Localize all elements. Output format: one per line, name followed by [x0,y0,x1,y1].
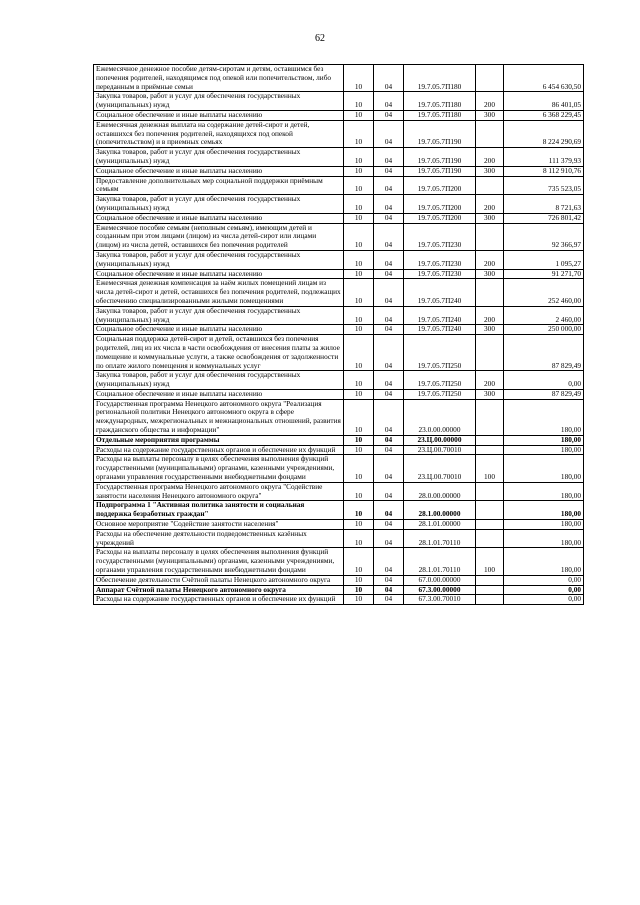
cell-target-article: 23.Ц.00.70010 [404,445,476,455]
cell-target-article: 19.7.05.7П240 [404,306,476,325]
cell-name: Расходы на выплаты персоналу в целях обеспечения выполнения функций государственными (муниципальными) органами, казенными учреждениями, органами управления государственными внебюджетными фондами [94,548,344,575]
cell-subsection: 04 [374,195,404,214]
cell-subsection: 04 [374,176,404,195]
cell-amount: 6 368 229,45 [504,110,584,120]
cell-section: 10 [344,455,374,482]
cell-subsection: 04 [374,279,404,306]
cell-expense-type [476,120,504,147]
cell-section: 10 [344,120,374,147]
cell-target-article: 19.7.05.7П200 [404,195,476,214]
cell-target-article: 19.7.05.7П230 [404,269,476,279]
cell-section: 10 [344,269,374,279]
cell-name: Социальное обеспечение и иные выплаты населению [94,269,344,279]
cell-target-article: 19.7.05.7П230 [404,223,476,250]
table-row [94,399,584,435]
table-row [94,455,584,482]
table-row [94,371,584,390]
table-row [94,65,584,92]
cell-expense-type [476,585,504,595]
cell-expense-type [476,595,504,605]
cell-name: Предоставление дополнительных мер социальной поддержки приёмным семьям [94,176,344,195]
page-number: 62 [315,33,325,44]
cell-name: Социальное обеспечение и иные выплаты населению [94,166,344,176]
cell-target-article: 23.Ц.00.00000 [404,435,476,445]
cell-expense-type: 300 [476,213,504,223]
cell-name: Закупка товаров, работ и услуг для обеспечения государственных (муниципальных) нужд [94,306,344,325]
table-row [94,250,584,269]
cell-amount: 180,00 [504,445,584,455]
cell-expense-type: 200 [476,306,504,325]
cell-amount: 180,00 [504,529,584,548]
cell-name: Ежемесячное денежное пособие детям-сиротам и детям, оставшимся без попечения родителей, находящимся под опекой или попечительством, либо переданным в приёмные семьи [94,65,344,92]
cell-target-article: 23.Ц.00.70010 [404,455,476,482]
table-row [94,585,584,595]
cell-subsection: 04 [374,65,404,92]
cell-section: 10 [344,399,374,435]
cell-target-article: 28.1.01.00000 [404,520,476,530]
cell-subsection: 04 [374,399,404,435]
cell-subsection: 04 [374,548,404,575]
table-row [94,435,584,445]
cell-name: Отдельные мероприятия программы [94,435,344,445]
cell-expense-type [476,435,504,445]
table-row [94,176,584,195]
table-row [94,213,584,223]
cell-amount: 252 460,00 [504,279,584,306]
cell-name: Расходы на содержание государственных органов и обеспечение их функций [94,595,344,605]
table-row [94,166,584,176]
cell-target-article: 19.7.05.7П250 [404,371,476,390]
cell-name: Государственная программа Ненецкого автономного округа "Содействие занятости населения Ненецкого автономного округа" [94,482,344,501]
cell-section: 10 [344,585,374,595]
cell-target-article: 19.7.05.7П190 [404,148,476,167]
cell-section: 10 [344,250,374,269]
cell-amount: 735 523,05 [504,176,584,195]
cell-expense-type [476,501,504,520]
table-row [94,529,584,548]
cell-name: Государственная программа Ненецкого автономного округа "Реализация региональной политики Ненецкого автономного округа в сфере международных, межрегиональных и межнациональных отношений, развития гражданского общества и информации" [94,399,344,435]
table-row [94,195,584,214]
table-row [94,223,584,250]
cell-expense-type: 300 [476,110,504,120]
cell-expense-type [476,575,504,585]
cell-amount: 180,00 [504,435,584,445]
cell-target-article: 19.7.05.7П200 [404,176,476,195]
cell-section: 10 [344,213,374,223]
cell-expense-type: 300 [476,389,504,399]
cell-target-article: 67.3.00.00000 [404,585,476,595]
cell-subsection: 04 [374,269,404,279]
cell-expense-type: 100 [476,455,504,482]
cell-section: 10 [344,223,374,250]
cell-name: Ежемесячная денежная компенсация за наём жилых помещений лицам из числа детей-сирот и детей, оставшихся без попечения родителей, подлежащих обеспечению специализированными жилыми помещениями [94,279,344,306]
cell-amount: 180,00 [504,399,584,435]
table-row [94,520,584,530]
cell-subsection: 04 [374,92,404,111]
cell-expense-type [476,529,504,548]
cell-section: 10 [344,335,374,371]
cell-target-article: 19.7.05.7П190 [404,120,476,147]
cell-expense-type: 300 [476,269,504,279]
cell-subsection: 04 [374,110,404,120]
table-row [94,482,584,501]
table-row [94,110,584,120]
cell-section: 10 [344,529,374,548]
table-row [94,325,584,335]
cell-expense-type: 100 [476,548,504,575]
cell-subsection: 04 [374,120,404,147]
cell-amount: 0,00 [504,575,584,585]
cell-expense-type: 300 [476,166,504,176]
cell-subsection: 04 [374,325,404,335]
cell-amount: 1 095,27 [504,250,584,269]
cell-expense-type [476,176,504,195]
cell-target-article: 28.1.01.70110 [404,529,476,548]
cell-section: 10 [344,435,374,445]
cell-subsection: 04 [374,166,404,176]
cell-amount: 180,00 [504,455,584,482]
cell-name: Закупка товаров, работ и услуг для обеспечения государственных (муниципальных) нужд [94,148,344,167]
cell-amount: 726 801,42 [504,213,584,223]
cell-target-article: 28.0.00.00000 [404,482,476,501]
cell-section: 10 [344,548,374,575]
cell-subsection: 04 [374,389,404,399]
cell-amount: 8 721,63 [504,195,584,214]
cell-amount: 180,00 [504,520,584,530]
table-row [94,595,584,605]
cell-name: Социальное обеспечение и иные выплаты населению [94,213,344,223]
cell-subsection: 04 [374,585,404,595]
cell-section: 10 [344,110,374,120]
cell-name: Основное мероприятие "Содействие занятости населения" [94,520,344,530]
cell-target-article: 67.3.00.70010 [404,595,476,605]
cell-target-article: 19.7.05.7П250 [404,335,476,371]
cell-name: Ежемесячное пособие семьям (неполным семьям), имеющим детей и созданным при этом лицами (лицом) из числа детей-сирот или лицами (лицом) из числа детей, оставшихся без попечения родителей [94,223,344,250]
cell-target-article: 19.7.05.7П230 [404,250,476,269]
cell-section: 10 [344,520,374,530]
table-row [94,279,584,306]
cell-expense-type [476,279,504,306]
cell-expense-type: 200 [476,250,504,269]
cell-name: Закупка товаров, работ и услуг для обеспечения государственных (муниципальных) нужд [94,371,344,390]
table-row [94,548,584,575]
table-row [94,306,584,325]
cell-amount: 250 000,00 [504,325,584,335]
cell-subsection: 04 [374,213,404,223]
cell-amount: 0,00 [504,585,584,595]
cell-amount: 0,00 [504,371,584,390]
cell-expense-type: 300 [476,325,504,335]
cell-subsection: 04 [374,371,404,390]
cell-section: 10 [344,148,374,167]
cell-amount: 0,00 [504,595,584,605]
table-row [94,501,584,520]
cell-target-article: 19.7.05.7П240 [404,325,476,335]
cell-expense-type [476,399,504,435]
cell-subsection: 04 [374,520,404,530]
cell-name: Обеспечение деятельности Счётной палаты Ненецкого автономного округа [94,575,344,585]
table-row [94,575,584,585]
cell-target-article: 23.0.00.00000 [404,399,476,435]
table-row [94,389,584,399]
cell-amount: 92 366,97 [504,223,584,250]
table-row [94,445,584,455]
cell-name: Аппарат Счётной палаты Ненецкого автономного округа [94,585,344,595]
cell-name: Ежемесячная денежная выплата на содержание детей-сирот и детей, оставшихся без попечения родителей, находящихся под опекой (попечительством) и в приемных семьях [94,120,344,147]
cell-name: Закупка товаров, работ и услуг для обеспечения государственных (муниципальных) нужд [94,250,344,269]
cell-section: 10 [344,195,374,214]
cell-section: 10 [344,65,374,92]
cell-amount: 87 829,49 [504,335,584,371]
cell-subsection: 04 [374,445,404,455]
cell-subsection: 04 [374,306,404,325]
cell-section: 10 [344,371,374,390]
cell-amount: 180,00 [504,548,584,575]
cell-expense-type [476,445,504,455]
table-row [94,92,584,111]
cell-target-article: 19.7.05.7П180 [404,65,476,92]
cell-amount: 111 379,93 [504,148,584,167]
cell-section: 10 [344,306,374,325]
cell-subsection: 04 [374,435,404,445]
cell-section: 10 [344,445,374,455]
cell-name: Социальное обеспечение и иные выплаты населению [94,110,344,120]
cell-section: 10 [344,279,374,306]
cell-target-article: 19.7.05.7П200 [404,213,476,223]
cell-name: Расходы на обеспечение деятельности подведомственных казённых учреждений [94,529,344,548]
cell-amount: 180,00 [504,501,584,520]
cell-name: Подпрограмма 1 "Активная политика занятости и социальная поддержка безработных граждан" [94,501,344,520]
cell-subsection: 04 [374,482,404,501]
cell-section: 10 [344,575,374,585]
cell-name: Закупка товаров, работ и услуг для обеспечения государственных (муниципальных) нужд [94,195,344,214]
cell-section: 10 [344,501,374,520]
cell-amount: 91 271,70 [504,269,584,279]
cell-section: 10 [344,595,374,605]
table-row [94,269,584,279]
cell-subsection: 04 [374,335,404,371]
cell-name: Расходы на содержание государственных органов и обеспечение их функций [94,445,344,455]
cell-amount: 86 401,05 [504,92,584,111]
table-row [94,335,584,371]
cell-target-article: 28.1.01.70110 [404,548,476,575]
cell-expense-type: 200 [476,92,504,111]
cell-subsection: 04 [374,595,404,605]
cell-target-article: 28.1.00.00000 [404,501,476,520]
cell-expense-type: 200 [476,195,504,214]
cell-amount: 180,00 [504,482,584,501]
cell-expense-type [476,335,504,371]
cell-target-article: 19.7.05.7П180 [404,92,476,111]
cell-section: 10 [344,389,374,399]
cell-expense-type [476,482,504,501]
cell-target-article: 19.7.05.7П190 [404,166,476,176]
cell-expense-type [476,223,504,250]
cell-subsection: 04 [374,455,404,482]
cell-amount: 8 112 910,76 [504,166,584,176]
cell-amount: 8 224 290,69 [504,120,584,147]
cell-name: Закупка товаров, работ и услуг для обеспечения государственных (муниципальных) нужд [94,92,344,111]
cell-amount: 6 454 630,50 [504,65,584,92]
cell-target-article: 19.7.05.7П180 [404,110,476,120]
cell-name: Социальная поддержка детей-сирот и детей, оставшихся без попечения родителей, лиц из их числа в части освобождения от внесения платы за жилое помещение и коммунальные услуги, а также освобождения от задолженности по оплате жилого помещения и коммунальных услуг [94,335,344,371]
cell-target-article: 67.0.00.00000 [404,575,476,585]
cell-section: 10 [344,325,374,335]
cell-amount: 87 829,49 [504,389,584,399]
table-row [94,120,584,147]
cell-target-article: 19.7.05.7П240 [404,279,476,306]
cell-section: 10 [344,166,374,176]
cell-expense-type [476,520,504,530]
cell-subsection: 04 [374,529,404,548]
cell-name: Социальное обеспечение и иные выплаты населению [94,325,344,335]
cell-name: Социальное обеспечение и иные выплаты населению [94,389,344,399]
budget-table [93,64,584,605]
cell-subsection: 04 [374,575,404,585]
cell-section: 10 [344,176,374,195]
cell-section: 10 [344,92,374,111]
table-row [94,148,584,167]
cell-subsection: 04 [374,223,404,250]
cell-expense-type [476,65,504,92]
cell-name: Расходы на выплаты персоналу в целях обеспечения выполнения функций государственными (муниципальными) органами, казенными учреждениями, органами управления государственными внебюджетными фондами [94,455,344,482]
cell-expense-type: 200 [476,148,504,167]
cell-expense-type: 200 [476,371,504,390]
cell-amount: 2 460,00 [504,306,584,325]
cell-section: 10 [344,482,374,501]
cell-subsection: 04 [374,250,404,269]
cell-target-article: 19.7.05.7П250 [404,389,476,399]
cell-subsection: 04 [374,148,404,167]
cell-subsection: 04 [374,501,404,520]
